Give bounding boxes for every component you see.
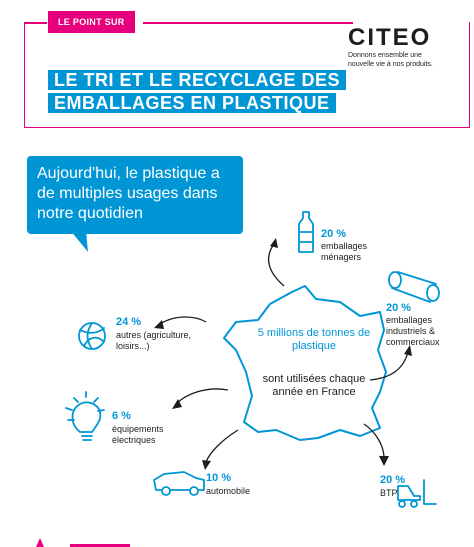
electriques-pct: 6 % bbox=[112, 410, 131, 422]
arrowhead-menagers bbox=[270, 238, 278, 248]
title-line-2: EMBALLAGES EN PLASTIQUE bbox=[48, 93, 336, 113]
bottle-icon bbox=[299, 212, 313, 252]
btp-label: BTP bbox=[380, 488, 398, 498]
btp-pct: 20 % bbox=[380, 474, 406, 486]
arrow-menagers bbox=[269, 244, 284, 286]
automobile-pct: 10 % bbox=[206, 472, 232, 484]
pink-logo-fragment bbox=[36, 538, 44, 547]
france-map bbox=[224, 286, 386, 440]
electriques-label: équipements électriques bbox=[112, 424, 164, 445]
autres-label: autres (agriculture, loisirs...) bbox=[116, 330, 192, 351]
arrowhead-btp bbox=[379, 456, 389, 466]
logo-tagline: Donnons ensemble une nouvelle vie à nos produits. bbox=[348, 52, 433, 68]
arrow-automobile bbox=[206, 430, 238, 462]
plastic-roll-icon bbox=[389, 272, 439, 302]
speech-bubble-text: Aujourd'hui, le plastique a de multiples usages dans notre quotidien bbox=[37, 165, 220, 222]
citeo-logo: CITEO bbox=[348, 24, 432, 51]
car-icon bbox=[154, 472, 204, 495]
industriels-pct: 20 % bbox=[386, 302, 412, 314]
tag-le-point-sur: LE POINT SUR bbox=[48, 11, 135, 33]
arrow-autres bbox=[160, 317, 206, 324]
arrow-btp bbox=[364, 424, 384, 458]
center-usage-text: sont utilisées chaque année en France bbox=[262, 373, 366, 398]
industriels-label: emballages industriels & commerciaux bbox=[386, 315, 440, 347]
ball-icon bbox=[79, 323, 105, 349]
menagers-label: emballages ménagers bbox=[321, 241, 368, 262]
lightbulb-icon bbox=[66, 392, 104, 440]
title-line-1: LE TRI ET LE RECYCLAGE DES bbox=[48, 70, 346, 90]
arrow-electriques bbox=[176, 389, 228, 404]
autres-pct: 24 % bbox=[116, 316, 142, 328]
arrow-industriels bbox=[370, 352, 408, 380]
arrowhead-autres bbox=[154, 320, 164, 329]
arrowhead-automobile bbox=[202, 460, 211, 470]
center-tonnage-text: 5 millions de tonnes de plastique bbox=[257, 327, 371, 352]
automobile-label: automobile bbox=[206, 486, 251, 496]
menagers-pct: 20 % bbox=[321, 228, 347, 240]
